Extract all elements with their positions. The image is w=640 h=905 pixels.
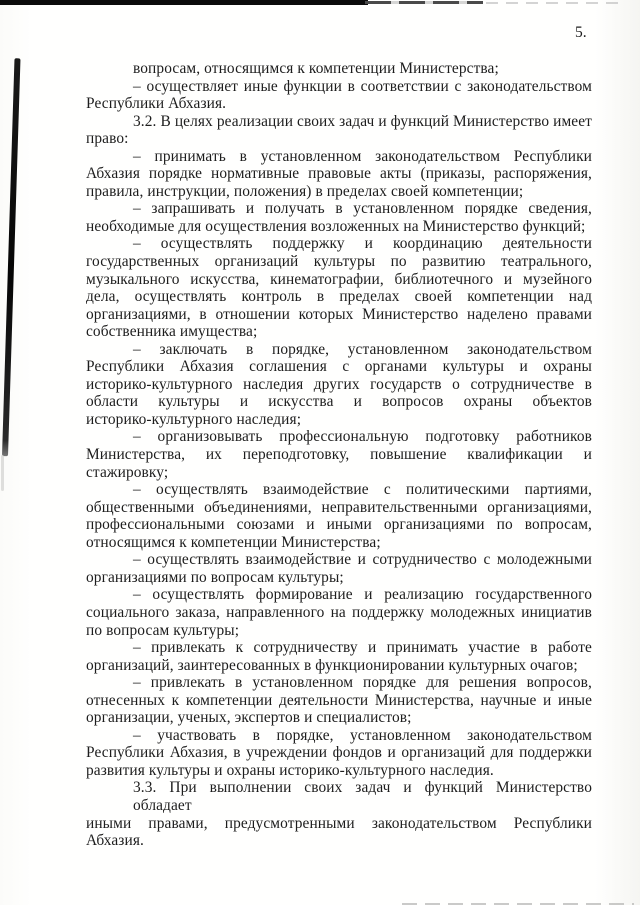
scan-artifact-left-edge [2, 58, 20, 456]
document-text-line: – участвовать в порядке, установленном законодательством [133, 726, 592, 744]
document-text-line: – привлекать к сотрудничеству и принимать участие в работе [133, 639, 592, 657]
document-text-line: общественными объединениями, неправительственными организациями, [86, 498, 592, 516]
document-text-line: – осуществлять поддержку и координацию деятельности [133, 235, 592, 253]
document-text-line: собственника имущества; [86, 323, 258, 341]
scan-artifact-top-edge [0, 0, 368, 5]
document-text-line: социального заказа, направленного на поддержку молодежных инициатив [86, 603, 592, 621]
document-text-line: – осуществлять взаимодействие и сотрудничество с молодежными [133, 551, 592, 569]
document-text-line: вопросам, относящимся к компетенции Министерства; [133, 60, 499, 77]
document-text-line: профессиональными союзами и иными организациями по вопросам, [86, 516, 592, 534]
scan-artifact-left-edge-tail [1, 455, 4, 491]
document-text-line: организациями, в отношении которых Министерство наделено правами [86, 305, 592, 323]
document-text-line: организации, ученых, экспертов и специалистов; [86, 709, 412, 727]
scan-artifact-top-edge-fade [365, 1, 483, 4]
document-text-line: Абхазия. [86, 832, 144, 850]
document-text-line: историко-культурного наследия других государств о сотрудничестве в [86, 375, 592, 393]
document-text-line: правила, инструкции, положения) в пределах своей компетенции; [86, 182, 524, 200]
document-text-line: Республики Абхазия. [86, 95, 227, 113]
document-text-line: области культуры и искусства и вопросов охраны объектов [86, 393, 592, 411]
document-text-line: дела, осуществлять контроль в пределах своей компетенции над [86, 288, 592, 306]
page-number: 5. [575, 24, 587, 41]
document-text-line: 3.2. В целях реализации своих задач и функций Министерство имеет [133, 112, 592, 130]
document-text-line: музыкального искусства, кинематографии, библиотечного и музейного [86, 270, 592, 288]
document-text-line: Республики Абхазия, в учреждении фондов и организаций для поддержки [86, 744, 592, 762]
document-text-line: историко-культурного наследия; [86, 410, 302, 428]
document-text-line: Министерства, их переподготовку, повышение квалификации и [86, 446, 592, 464]
document-text-line: – осуществлять взаимодействие с политическими партиями, [133, 481, 592, 499]
document-text-line: – запрашивать и получать в установленном порядке сведения, [133, 200, 592, 218]
document-text-line: – осуществлять формирование и реализацию государственного [133, 586, 592, 604]
document-text-line: Абхазия порядке нормативные правовые акты (приказы, распоряжения, [86, 165, 592, 183]
document-text-line: развития культуры и охраны историко-культурного наследия. [86, 761, 494, 779]
document-text-line: – привлекать в установленном порядке для решения вопросов, [133, 674, 592, 692]
document-text-line: 3.3. При выполнении своих задач и функций Министерство обладает [133, 779, 592, 814]
document-body-text [86, 60, 592, 850]
document-text-line: организациями по вопросам культуры; [86, 568, 344, 586]
document-text-line: иными правами, предусмотренными законодательством Республики [86, 814, 592, 832]
document-text-line: стажировку; [86, 463, 169, 481]
document-text-line: – заключать в порядке, установленном законодательством [133, 340, 592, 358]
document-text-line: Республики Абхазия соглашения с органами культуры и охраны [86, 358, 592, 376]
document-text-line: организаций, заинтересованных в функционировании культурных очагов; [86, 656, 578, 674]
document-text-line: государственных организаций культуры по развитию театрального, [86, 253, 592, 271]
document-text-line: отнесенных к компетенции деятельности Министерства, научные и иные [86, 691, 592, 709]
document-text-line: – осуществляет иные функции в соответствии с законодательством [133, 77, 592, 95]
scan-artifact-top-edge-specks [486, 2, 626, 4]
document-text-line: по вопросам культуры; [86, 621, 240, 639]
document-text-line: право: [86, 130, 129, 148]
document-text-line: – организовывать профессиональную подготовку работников [133, 428, 592, 446]
document-text-line: относящимся к компетенции Министерства; [86, 533, 381, 551]
document-text-line: – принимать в установленном законодательством Республики [133, 147, 592, 165]
document-text-line: необходимые для осуществления возложенных на Министерство функций; [86, 217, 586, 235]
